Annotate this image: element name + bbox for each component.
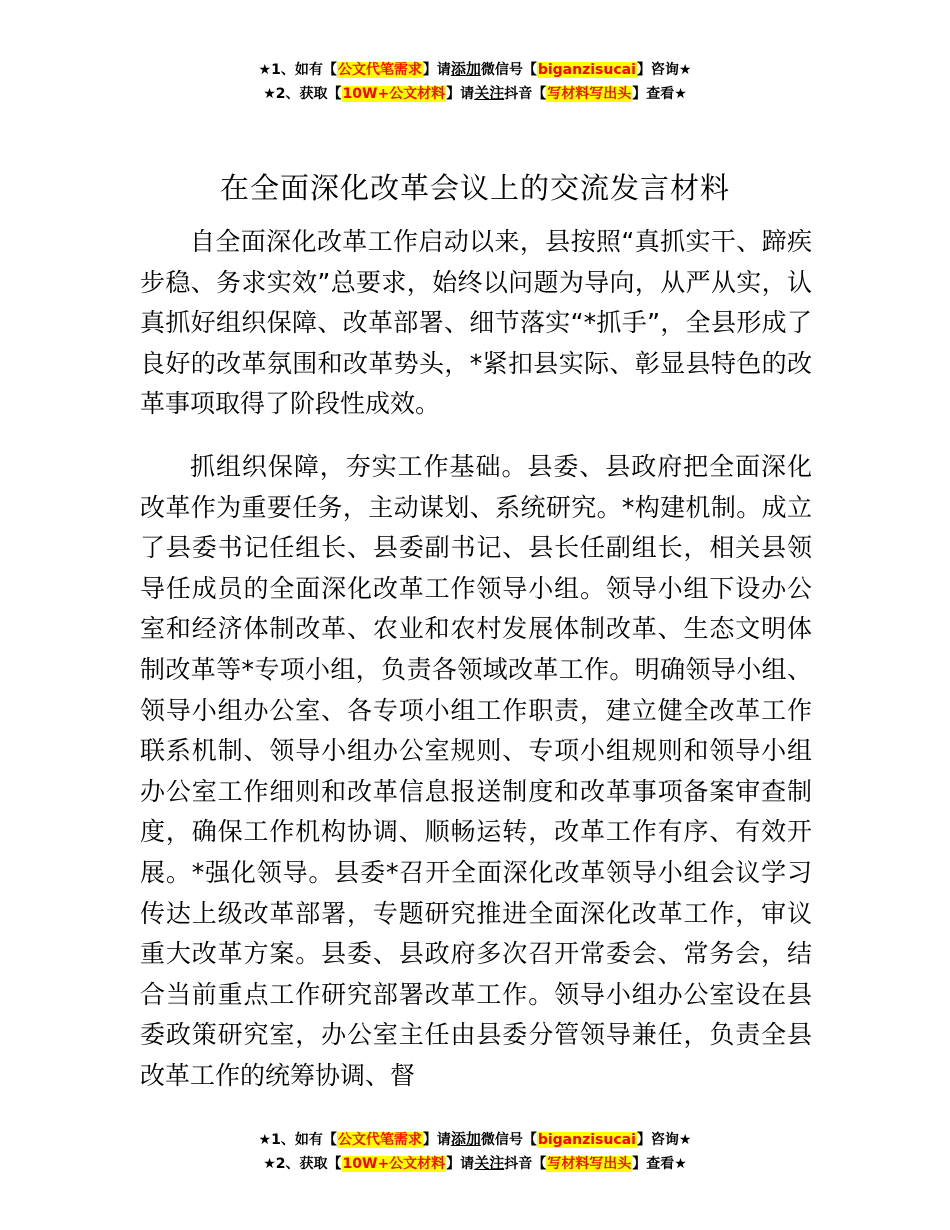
banner-highlight-douyin: 写材料写出头 <box>547 86 632 102</box>
banner-highlight-douyin: 写材料写出头 <box>547 1156 632 1172</box>
banner-line-2: ★2、获取【10W+公文材料】请关注抖音【写材料写出头】查看★ <box>263 1154 687 1172</box>
banner-highlight-service: 公文代笔需求 <box>337 1132 422 1148</box>
banner-emphasis-follow: 关注 <box>474 84 505 102</box>
header-banner <box>0 58 950 106</box>
document-title: 在全面深化改革会议上的交流发言材料 <box>219 171 730 205</box>
banner-line-1: ★1、如有【公文代笔需求】请添加微信号【biganzisucai】咨询★ <box>258 60 692 78</box>
banner-highlight-materials: 10W+公文材料 <box>342 1156 446 1172</box>
document-body <box>140 222 812 1096</box>
banner-emphasis-add: 添加 <box>450 1130 481 1148</box>
banner-highlight-wechat-id: biganzisucai <box>537 62 636 78</box>
banner-line-2: ★2、获取【10W+公文材料】请关注抖音【写材料写出头】查看★ <box>263 84 687 102</box>
banner-highlight-service: 公文代笔需求 <box>337 62 422 78</box>
banner-emphasis-add: 添加 <box>450 60 481 78</box>
banner-highlight-materials: 10W+公文材料 <box>342 86 446 102</box>
banner-emphasis-follow: 关注 <box>474 1154 505 1172</box>
banner-line-1: ★1、如有【公文代笔需求】请添加微信号【biganzisucai】咨询★ <box>258 1130 692 1148</box>
paragraph: 自全面深化改革工作启动以来，县按照“真抓实干、蹄疾步稳、务求实效”总要求，始终以问题为导向，从严从实，认真抓好组织保障、改革部署、细节落实“*抓手”，全县形成了良好的改革氛围和改革势头，*紧扣县实际、彰显县特色的改革事项取得了阶段性成效。 <box>140 227 812 419</box>
footer-banner <box>0 1128 950 1176</box>
banner-highlight-wechat-id: biganzisucai <box>537 1132 636 1148</box>
paragraph: 抓组织保障，夯实工作基础。县委、县政府把全面深化改革作为重要任务，主动谋划、系统研究。*构建机制。成立了县委书记任组长、县委副书记、县长任副组长，相关县领导任成员的全面深化改革工作领导小组。领导小组下设办公室和经济体制改革、农业和农村发展体制改革、生态文明体制改革等*专项小组，负责各领域改革工作。明确领导小组、领导小组办公室、各专项小组工作职责，建立健全改革工作联系机制、领导小组办公室规则、专项小组规则和领导小组办公室工作细则和改革信息报送制度和改革事项备案审查制度，确保工作机构协调、顺畅运转，改革工作有序、有效开展。*强化领导。县委*召开全面深化改革领导小组会议学习传达上级改革部署，专题研究推进全面深化改革工作，审议重大改革方案。县委、县政府多次召开常委会、常务会，结合当前重点工作研究部署改革工作。领导小组办公室设在县委政策研究室，办公室主任由县委分管领导兼任，负责全县改革工作的统筹协调、督 <box>140 451 812 1090</box>
